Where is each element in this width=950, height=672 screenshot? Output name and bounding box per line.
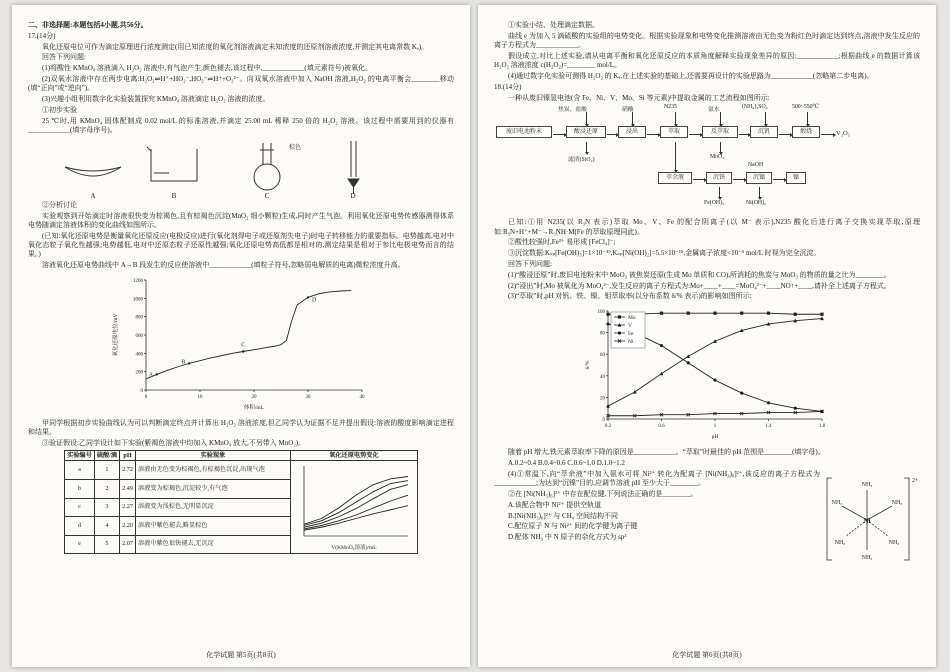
q18-option-d: D.配体 NH₃ 中 N 原子的杂化方式为 sp³ bbox=[508, 533, 627, 542]
flow-box-nickel: 镍 bbox=[786, 172, 806, 184]
ligand-label: NH₃ bbox=[834, 539, 846, 546]
hypothesis-conclusion: 假设成立,对比上述实验,请从电离平衡和氧化还原反应的本质角度解释实验现象差异的原因:____________;根据曲线 e 的数据计算该 H₂O₂ 溶液浓度 c(H₂O₂)=________ mol/L。 bbox=[494, 51, 920, 70]
svg-text:1000: 1000 bbox=[133, 297, 143, 303]
ligand-label: NH₃ bbox=[891, 499, 903, 506]
flow-arrow-right bbox=[689, 134, 700, 135]
cell-no: a bbox=[65, 461, 95, 480]
col-observation: 实验现象 bbox=[135, 450, 290, 461]
svg-text:B: B bbox=[181, 359, 186, 366]
step3-p: ③验证假设:乙同学设计如下实验(紫褐色溶液中均加入 KMnO₄ 放大,不另带入 MnO₂)。 bbox=[42, 438, 306, 447]
summary-title: ①实验小结、处理滴定数据。 bbox=[508, 21, 599, 29]
q17-number: 17.(14分) bbox=[28, 31, 56, 40]
cell-ph: 2.27 bbox=[120, 498, 136, 517]
flow-arrow-down bbox=[632, 112, 633, 124]
step1-title: ①初步实验 bbox=[42, 105, 77, 114]
apparatus-label-a: A bbox=[90, 191, 96, 200]
known-1: 已知:①用 N235(以 R₃N 表示)萃取 Mo、V、Fe 的配合阴离子(以 M⁻ 表示),N235 酸化后进行离子交换实现萃取,原理如:R₃N+H⁺+M⁻→R₃NH·M(Fe 的萃取原理同此)。 bbox=[494, 218, 920, 236]
burette-icon bbox=[351, 141, 356, 177]
apparatus-note: 棕色 bbox=[289, 144, 302, 151]
svg-text:20: 20 bbox=[251, 394, 257, 400]
step2-p2: (已知:氧化还原电势是衡量氧化还原反应(电极反应)进行(氧化剂得电子或还原剂失电子)时电子转移能力的重要指标。电势越高,电对中氧化态粒子氧化性越强;电势越低,电对中还原态粒子还原性越强;氧化还原电势高低都是相对的,测定结果是相对于参比电极电势而言的结果。) bbox=[28, 231, 454, 259]
extraction-distribution-chart bbox=[582, 303, 832, 441]
flow-arrow-right bbox=[553, 134, 564, 135]
flow-product-v2o5: V₂O₅ bbox=[836, 130, 850, 138]
known-3: ③沉淀数据:Kₛₚ[Fe(OH)₃]=1×10⁻³⁹,Kₛₚ[Ni(OH)₂]=5.5×10⁻¹⁶,金属离子浓度<10⁻⁵ mol/L 时视为完全沉淀。 bbox=[508, 249, 821, 258]
volumetric-flask-icon bbox=[263, 143, 271, 165]
apparatus-label-d: D bbox=[350, 191, 356, 200]
page-5 bbox=[12, 5, 470, 667]
potential-mini-chart-cell bbox=[290, 461, 417, 554]
cell-conc: 5 bbox=[94, 535, 119, 554]
q18-answer-prompt: 回答下列问题: bbox=[508, 260, 552, 269]
svg-text:Ni: Ni bbox=[628, 339, 634, 346]
cell-conc: 4 bbox=[94, 517, 119, 536]
cell-no: b bbox=[65, 480, 95, 499]
cell-no: d bbox=[65, 517, 95, 536]
flow-arrow-right bbox=[779, 134, 790, 135]
flow-input-ammonia: 氨水 bbox=[708, 107, 720, 114]
flow-input-coke: 焦炭、盐酸 bbox=[558, 107, 587, 114]
flow-box-extract: 萃取 bbox=[660, 126, 688, 138]
central-atom-label: Ni bbox=[863, 516, 871, 525]
flow-arrow-right bbox=[607, 134, 616, 135]
svg-text:1.4: 1.4 bbox=[765, 424, 772, 430]
cell-conc: 3 bbox=[94, 498, 119, 517]
flow-label-temperature: 500~550℃ bbox=[792, 104, 820, 111]
step2-p1: 实验观察到开始滴定时溶液很快变为棕褐色,且有棕褐色沉淀(MnO₂ 细小颗粒)生成,同时产生气泡。利用氧化还原电势传感器测得体系电势随滴定溶液体积的变化曲线如图所示。 bbox=[28, 211, 454, 229]
cell-conc: 2 bbox=[94, 480, 119, 499]
svg-text:0.6: 0.6 bbox=[658, 424, 665, 430]
flow-box-ni-precip: 沉镍 bbox=[746, 172, 772, 184]
q18-ph-options: A.0.2~0.4 B.0.4~0.6 C.0.6~1.0 D.1.0~1.2 bbox=[508, 459, 625, 468]
after-chart-p: 甲同学根据初步实验曲线认为可以判断滴定终点并计算出 H₂O₂ 溶液浓度,但乙同学认为证据不足并提出假设:溶液的酸度影响滴定进程和结果。 bbox=[28, 418, 454, 437]
ligand-label: NH₃ bbox=[888, 539, 900, 546]
svg-text:20: 20 bbox=[600, 396, 605, 402]
ligand-label: NH₃ bbox=[861, 554, 873, 561]
svg-text:V: V bbox=[628, 323, 632, 330]
potential-mini-chart bbox=[296, 462, 412, 542]
flow-arrow-down bbox=[759, 187, 760, 197]
q18-sub2: (2)“浸出”时,Mo 被氧化为 MoO₄²⁻,发生反应的离子方程式为:Mo+____+____=MoO₄²⁻+____NO↑+____,请补全上述离子方程式。 bbox=[508, 281, 891, 290]
cell-no: e bbox=[65, 535, 95, 554]
flow-arrow-right bbox=[647, 134, 658, 135]
flow-input-hno3: 硝酸 bbox=[622, 107, 634, 114]
page-6-footer: 化学试题 第6页(共8页) bbox=[672, 651, 742, 659]
flow-arrow-down bbox=[719, 187, 720, 197]
flow-arrow-right bbox=[733, 179, 744, 180]
flow-box-battery: 废旧电池粉末 bbox=[496, 126, 552, 138]
flow-arrow-down bbox=[586, 112, 587, 124]
flow-input-naoh: NaOH bbox=[748, 162, 764, 169]
cell-obs: 溶液中紫色很快褪去,无沉淀 bbox=[135, 535, 290, 554]
svg-text:0: 0 bbox=[602, 418, 605, 424]
svg-text:40: 40 bbox=[359, 394, 365, 400]
step1-text: 25 ℃时,用 KMnO₄ 固体配制成 0.02 mol/L 的标准溶液,并滴定 25.00 mL 稀释 250 倍的 H₂O₂ 溶液。该过程中需要用到的仪器有____________(填字母序号)。 bbox=[28, 116, 454, 134]
cell-obs: 溶液变为浅棕色,无明显沉淀 bbox=[135, 498, 290, 517]
q18-sub3: (3)“萃取”时,pH 对钒、铁、镍、钼萃取率(以分布系数 δ/% 表示)的影响如图所示: bbox=[508, 292, 752, 301]
glassware-shapes bbox=[65, 141, 359, 194]
flow-input-n235: N235 bbox=[664, 104, 677, 111]
col-potential: 氧化还原电势变化 bbox=[290, 450, 417, 461]
beaker-icon bbox=[151, 149, 197, 181]
svg-text:1: 1 bbox=[713, 424, 717, 430]
apparatus-label-b: B bbox=[171, 191, 177, 200]
svg-text:0: 0 bbox=[140, 388, 143, 394]
flow-arrow-right bbox=[693, 179, 704, 180]
cell-ph: 2.49 bbox=[120, 480, 136, 499]
q18-sub4a: (4)①常温下,向“萃余液”中加入氨水可将 Ni²⁺ 转化为配离子 [Ni(NH₃)₆]²⁺,该反应的离子方程式为____________;为达到“沉镍”目的,应调节溶液 pH 至少大于________。 bbox=[494, 469, 820, 488]
col-acid: 硫酸/滴 bbox=[94, 450, 119, 461]
svg-text:400: 400 bbox=[135, 352, 143, 358]
svg-text:δ/%: δ/% bbox=[585, 360, 591, 370]
page-6 bbox=[478, 5, 936, 667]
svg-text:40: 40 bbox=[600, 375, 605, 381]
svg-text:体积/mL: 体积/mL bbox=[243, 404, 265, 411]
svg-text:C: C bbox=[241, 342, 246, 349]
svg-text:600: 600 bbox=[135, 333, 143, 339]
table-header-row bbox=[65, 450, 418, 461]
svg-text:30: 30 bbox=[305, 394, 311, 400]
svg-text:pH: pH bbox=[711, 434, 719, 441]
q18-option-c: C.配位原子 N 与 Ni²⁺ 间的化学键为离子键 bbox=[508, 522, 638, 531]
flow-arrow-down bbox=[765, 112, 766, 124]
step2-title: ②分析讨论 bbox=[42, 200, 77, 209]
flow-product-nioh2: Ni(OH)₂ bbox=[746, 200, 767, 207]
q18-sub4b: ②在 [Ni(NH₃)₆]²⁺ 中存在配位键,下列说法正确的是________。 bbox=[508, 489, 698, 498]
svg-text:80: 80 bbox=[600, 331, 605, 337]
svg-text:1200: 1200 bbox=[133, 278, 143, 284]
titration-chart-wrap bbox=[28, 272, 454, 417]
q18-after-chart: 随着 pH 增大,铁元素萃取率下降的原因是____________。“萃取”时最佳的 pH 范围是________(填字母)。 bbox=[508, 448, 825, 457]
svg-text:Mo: Mo bbox=[628, 315, 636, 322]
svg-text:60: 60 bbox=[600, 353, 605, 359]
q18-intro: 一种从废旧镍氢电池(含 Fe、Ni、V、Mo、Si 等元素)中提取金属的工艺流程如图所示: bbox=[508, 93, 770, 102]
q17-sub2: (2)双氧水溶液中存在两步电离:H₂O₂⇌H⁺+HO₂⁻,HO₂⁻⇌H⁺+O₂²⁻。向双氧水溶液中加入 NaOH 溶液,H₂O₂ 的电离平衡会________移动(填“正向”或“逆向”)。 bbox=[28, 74, 454, 93]
flow-input-ammonium-sulfate: (NH₄)₂SO₄ bbox=[742, 104, 768, 111]
cell-ph: 2.72 bbox=[120, 461, 136, 480]
col-exp-no: 实验编号 bbox=[65, 450, 95, 461]
svg-text:D: D bbox=[312, 297, 317, 304]
titration-potential-chart bbox=[110, 272, 372, 412]
cell-no: c bbox=[65, 498, 95, 517]
flow-product-feoh3: Fe(OH)₃ bbox=[704, 200, 725, 207]
q18-option-b: B.[Ni(NH₃)₆]²⁺ 与 CH₄ 空间结构不同 bbox=[508, 511, 618, 520]
svg-text:1.8: 1.8 bbox=[818, 424, 826, 430]
svg-text:0.2: 0.2 bbox=[604, 424, 612, 430]
ligand-label: NH₃ bbox=[831, 499, 843, 506]
flow-arrow-right bbox=[739, 134, 748, 135]
complex-charge-label: 2+ bbox=[912, 477, 919, 484]
flow-box-strip: 反萃取 bbox=[702, 126, 738, 138]
page-5-footer: 化学试题 第5页(共8页) bbox=[206, 651, 276, 659]
flow-arrow-down bbox=[807, 112, 808, 124]
nickel-ammine-complex-figure bbox=[824, 470, 920, 566]
svg-text:200: 200 bbox=[135, 370, 143, 376]
q18-sub1: (1)“酸浸还原”时,废旧电池粉末中 MoO₃ 被焦炭还原(生成 Mo 单质和 CO),所消耗的焦炭与 MoO₃ 的物质的量之比为________。 bbox=[508, 270, 891, 279]
svg-text:800: 800 bbox=[135, 315, 143, 321]
hypothesis-table bbox=[64, 450, 418, 554]
q17-sub1: (1)将酸性 KMnO₄ 溶液滴入 H₂O₂ 溶液中,有气泡产生,颜色褪去,该过程中,____________(填元素符号)被氧化。 bbox=[42, 64, 373, 73]
flow-arrow-right bbox=[821, 134, 833, 135]
extraction-chart-wrap bbox=[494, 303, 920, 446]
cell-obs: 溶液由无色变为棕褐色,有棕褐色沉淀,出现气泡 bbox=[135, 461, 290, 480]
svg-text:A: A bbox=[148, 372, 154, 379]
flow-arrow-down bbox=[586, 142, 587, 152]
flow-box-v-precip: 沉钒 bbox=[750, 126, 778, 138]
curve-e-text: 曲线 e 为加入 5 滴硫酸的实验组的电势变化。根据实验现象和电势变化推测溶液由无色变为粉红色时滴定达到终点,溶液中发生反应的离子方程式为____________。 bbox=[494, 31, 920, 50]
table-row bbox=[65, 461, 418, 480]
flow-arrow-right bbox=[773, 179, 784, 180]
svg-text:100: 100 bbox=[597, 310, 605, 316]
q17-sub3: (3)兴趣小组利用数字化实验装置探究 KMnO₄ 溶液滴定 H₂O₂ 溶液的浓度。 bbox=[42, 95, 270, 104]
q18-sub4-block bbox=[494, 470, 920, 567]
flow-output-residue: 滤渣(SiO₂) bbox=[568, 157, 595, 164]
flow-box-fe-precip: 沉铁 bbox=[706, 172, 732, 184]
cell-ph: 2.07 bbox=[120, 535, 136, 554]
flow-arrow-down bbox=[675, 142, 676, 170]
flow-box-acid-leach: 酸浸还原 bbox=[566, 126, 606, 138]
flow-output-moo3: MoO₃ bbox=[710, 154, 725, 161]
cell-ph: 2.20 bbox=[120, 517, 136, 536]
ligand-label: NH₃ bbox=[861, 481, 873, 488]
flow-arrow-down bbox=[675, 112, 676, 124]
flow-box-raffinate: 萃余液 bbox=[658, 172, 692, 184]
q18-number: 18.(14分) bbox=[494, 82, 522, 91]
svg-text:氧化还原电位/mV: 氧化还原电位/mV bbox=[113, 313, 119, 357]
svg-text:0: 0 bbox=[144, 394, 148, 400]
flow-arrow-down bbox=[720, 142, 721, 152]
step2-p3: 溶液氧化还原电势曲线中 A→B 段发生的反应使溶液中____________(填粒子符号,忽略弱电解质的电离)微粒浓度升高。 bbox=[42, 261, 405, 270]
known-2: ②酸性较强时,Fe³⁺ 易形成 [FeCl₄]⁻; bbox=[508, 238, 616, 247]
glassware-figure bbox=[51, 137, 431, 201]
mini-chart-xlabel: V(KMnO₄溶液)/mL bbox=[331, 545, 377, 552]
q17-answer-prompt: 回答下列问题: bbox=[42, 53, 86, 62]
flow-arrow-down bbox=[720, 112, 721, 124]
cell-obs: 溶液变为棕褐色,沉淀较少,有气泡 bbox=[135, 480, 290, 499]
q17-intro: 氧化还原电位可作为滴定原理进行浓度测定(用已知浓度的氧化剂溶液滴定未知浓度的还原剂溶液浓度,并测定其电离常数 Kₐ)。 bbox=[42, 42, 429, 51]
cell-conc: 1 bbox=[94, 461, 119, 480]
flow-box-leach2: 浸出 bbox=[618, 126, 646, 138]
flow-box-calcine: 煅烧 bbox=[792, 126, 820, 138]
q17-sub4: (4)通过数字化实验可测得 H₂O₂ 的 Kₐ,在上述实验的基础上,还需要再设计的实验思路为____________(忽略第二步电离)。 bbox=[508, 71, 874, 80]
section-header: 二、非选择题:本题包括4小题,共56分。 bbox=[28, 21, 148, 29]
q18-option-a: A.该配合物中 Ni²⁺ 提供空轨道 bbox=[508, 500, 602, 509]
col-ph: pH bbox=[120, 450, 136, 461]
svg-text:10: 10 bbox=[197, 394, 203, 400]
cell-obs: 溶液中紫色褪去,略显棕色 bbox=[135, 517, 290, 536]
apparatus-label-c: C bbox=[264, 191, 270, 200]
svg-text:Fe: Fe bbox=[628, 331, 634, 338]
process-flowchart bbox=[496, 104, 926, 216]
